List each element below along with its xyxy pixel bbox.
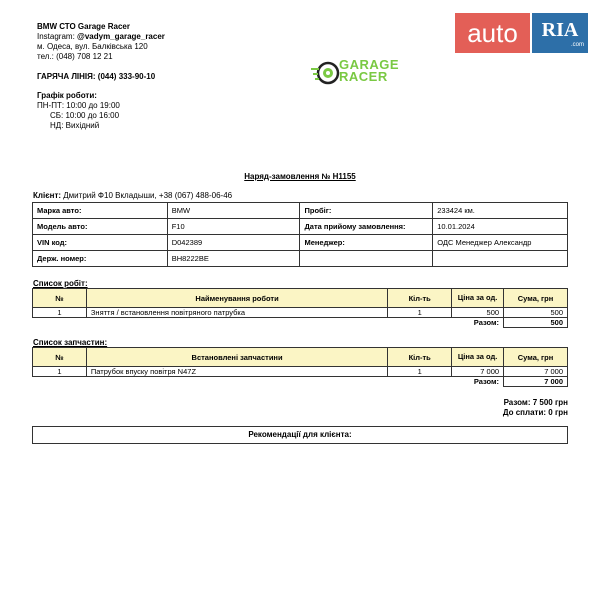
total-to-pay: До сплати: 0 грн	[502, 408, 568, 417]
order-title: Наряд-замовлення № Н1155	[244, 172, 356, 181]
works-header-name: Найменування роботи	[86, 289, 387, 308]
parts-title: Список запчастин:	[33, 338, 108, 347]
watermark-com: .com	[570, 42, 584, 48]
vin-value: D042389	[167, 235, 300, 251]
table-row	[33, 367, 568, 377]
client-value: Дмитрий Ф10 Вкладыши, +38 (067) 488-06-46	[63, 191, 233, 200]
schedule-title: Графік роботи:	[37, 91, 97, 100]
works-title: Список робіт:	[33, 279, 88, 288]
plate-label: Держ. номер:	[33, 251, 168, 267]
brand-value: BMW	[167, 203, 300, 219]
wheel-icon	[310, 60, 340, 86]
logo-text	[339, 59, 399, 83]
works-header-no: №	[33, 289, 87, 308]
works-row-price: 500	[452, 308, 504, 318]
instagram-handle: @vadym_garage_racer	[77, 32, 165, 41]
hotline: ГАРЯЧА ЛІНІЯ: (044) 333-90-10	[37, 72, 156, 81]
parts-row-qty: 1	[388, 367, 452, 377]
car-row-brand	[33, 203, 568, 219]
client-line	[33, 191, 232, 201]
watermark-ria	[532, 13, 588, 53]
schedule-saturday: СБ: 10:00 до 16:00	[50, 111, 120, 120]
date-value: 10.01.2024	[433, 219, 568, 235]
brand-label: Марка авто:	[33, 203, 168, 219]
totals	[503, 398, 568, 418]
parts-header-row	[33, 348, 568, 367]
vin-label: VIN код:	[33, 235, 168, 251]
works-total-label: Разом:	[473, 318, 500, 328]
total-amount: Разом: 7 500 грн	[503, 398, 568, 407]
works-row-sum: 500	[504, 308, 568, 318]
parts-row-price: 7 000	[452, 367, 504, 377]
works-header-price: Ціна за од.	[452, 289, 504, 308]
parts-total-label: Разом:	[473, 377, 500, 387]
table-row	[33, 308, 568, 318]
recommendations-box	[32, 426, 568, 444]
parts-table	[32, 347, 568, 387]
parts-header-price: Ціна за од.	[452, 348, 504, 367]
car-info-table	[32, 202, 568, 267]
manager-value: ОДС Менеджер Александр	[433, 235, 568, 251]
logo-line-1: GARAGE	[339, 57, 400, 72]
parts-header-name: Встановлені запчастини	[86, 348, 387, 367]
mileage-value: 233424 км.	[433, 203, 568, 219]
parts-total-row	[33, 377, 568, 387]
parts-header-no: №	[33, 348, 87, 367]
manager-label: Менеджер:	[300, 235, 433, 251]
schedule	[37, 91, 120, 131]
company-phone: тел.: (048) 708 12 21	[37, 52, 113, 61]
car-row-vin	[33, 235, 568, 251]
works-row-no: 1	[33, 308, 87, 318]
schedule-weekdays: ПН-ПТ: 10:00 до 19:00	[37, 101, 120, 110]
company-info	[37, 22, 165, 62]
car-row-model	[33, 219, 568, 235]
garage-racer-logo	[310, 59, 435, 87]
empty-cell	[300, 251, 433, 267]
works-header-sum: Сума, грн	[504, 289, 568, 308]
mileage-label: Пробіг:	[300, 203, 433, 219]
works-row-name: Зняття / встановлення повітряного патрубка	[86, 308, 387, 318]
date-label: Дата прийому замовлення:	[300, 219, 433, 235]
recommendations-title: Рекомендації для клієнта:	[248, 430, 352, 439]
works-row-qty: 1	[388, 308, 452, 318]
parts-header-sum: Сума, грн	[504, 348, 568, 367]
parts-total-value: 7 000	[504, 377, 568, 387]
works-total-row	[33, 318, 568, 328]
parts-row-name: Патрубок впуску повітря N47Z	[86, 367, 387, 377]
parts-header-qty: Кіл-ть	[388, 348, 452, 367]
company-address: м. Одеса, вул. Балківська 120	[37, 42, 148, 51]
parts-row-no: 1	[33, 367, 87, 377]
company-name: BMW СТО Garage Racer	[37, 22, 130, 31]
instagram-label: Instagram:	[37, 32, 75, 41]
watermark-auto: auto	[455, 13, 530, 53]
works-header-qty: Кіл-ть	[388, 289, 452, 308]
parts-row-sum: 7 000	[504, 367, 568, 377]
empty-cell	[433, 251, 568, 267]
works-table	[32, 288, 568, 328]
car-row-plate	[33, 251, 568, 267]
watermark-ria-text: RIA	[541, 19, 579, 41]
model-value: F10	[167, 219, 300, 235]
schedule-sunday: НД: Вихідний	[50, 121, 100, 130]
model-label: Модель авто:	[33, 219, 168, 235]
client-label: Клієнт:	[33, 191, 62, 200]
plate-value: BH8222BE	[167, 251, 300, 267]
logo-line-2: RACER	[339, 69, 388, 84]
instagram-line	[37, 32, 165, 42]
works-total-value: 500	[504, 318, 568, 328]
works-header-row	[33, 289, 568, 308]
